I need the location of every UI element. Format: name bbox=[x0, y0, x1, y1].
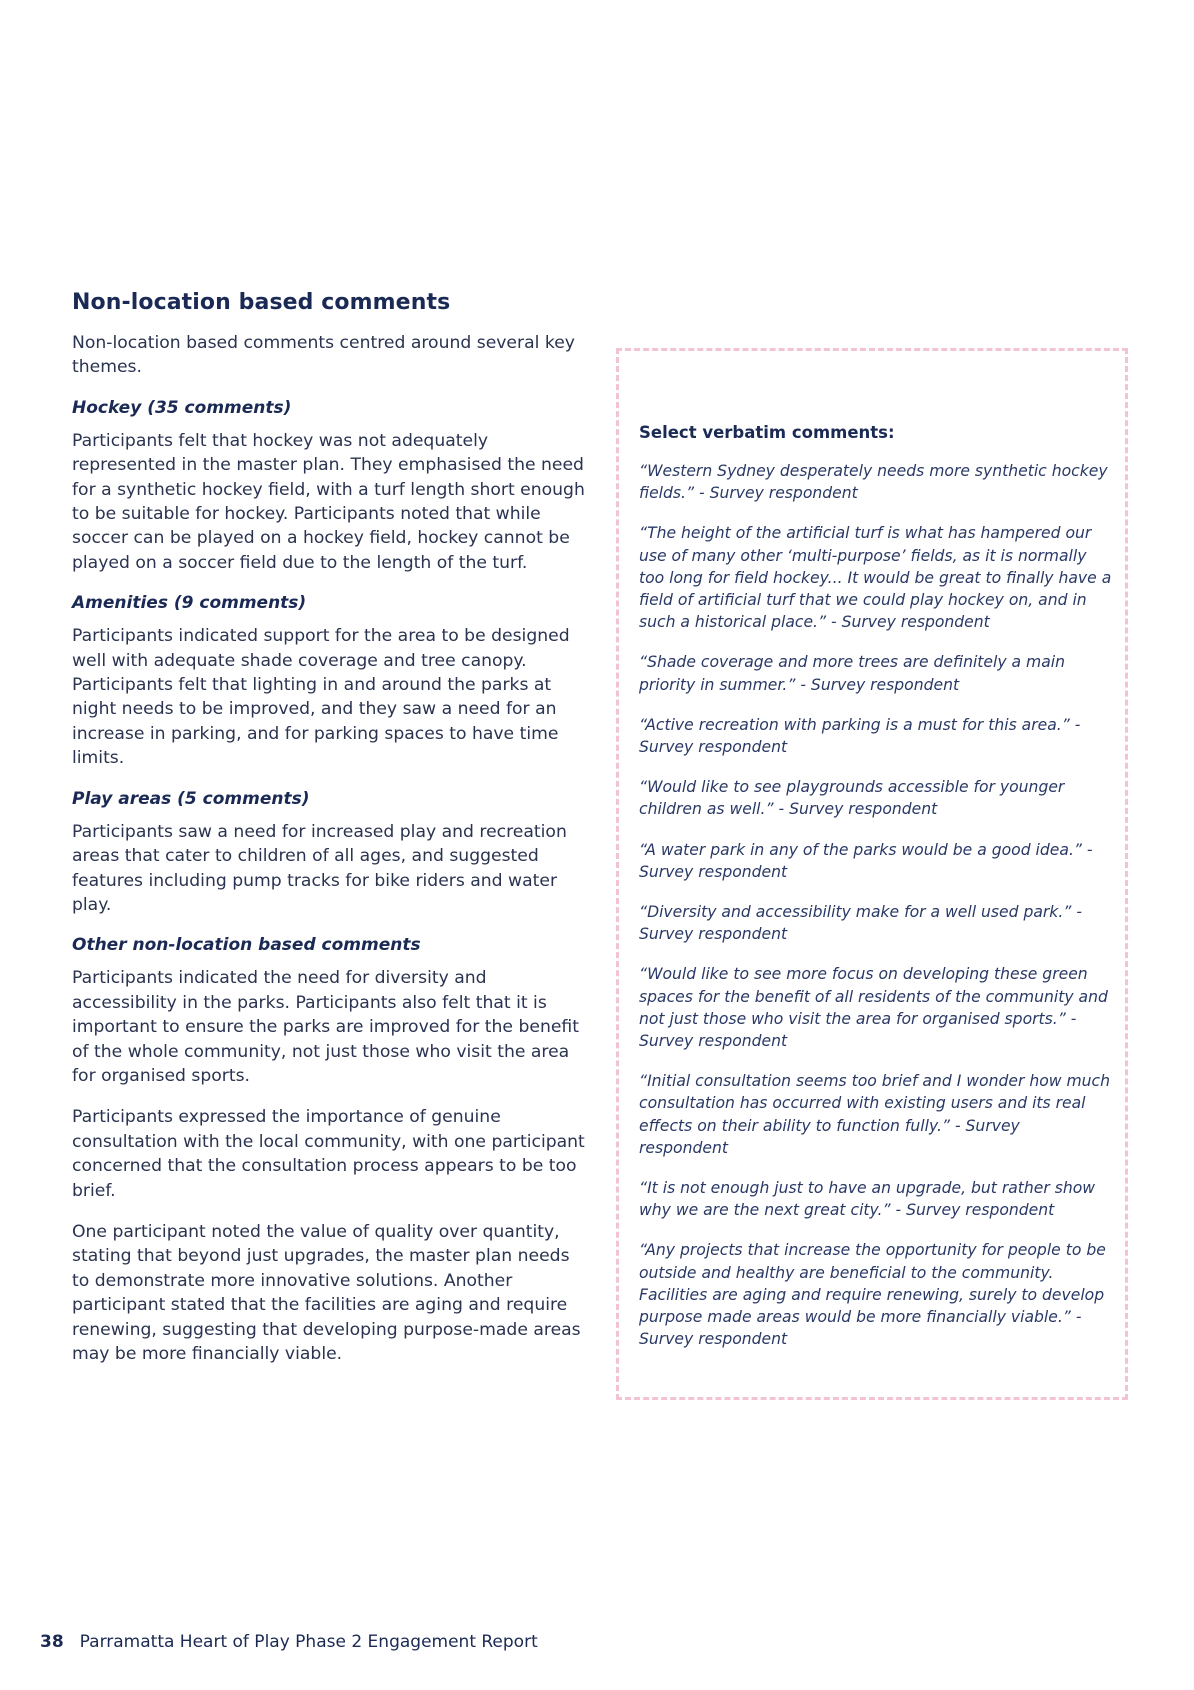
other-comments-paragraph-3: One participant noted the value of quality over quantity, stating that beyond just upgrades, the master plan needs to demonstrate more innovative solutions. Another participant stated that the facilities are aging and require renewing, suggesting that developing purpose-made areas may be more financially viable. bbox=[72, 1221, 581, 1364]
play-areas-section bbox=[72, 788, 592, 918]
amenities-paragraph: Participants indicated support for the area to be designed well with adequate shade coverage and tree canopy. Participants felt that lighting in and around the parks at night needs to be improved, and they saw a need for an increase in parking, and for parking spaces to have time limits. bbox=[72, 626, 570, 769]
hockey-heading: Hockey (35 comments) bbox=[72, 397, 292, 418]
quote-item: “Diversity and accessibility make for a well used park.” - Survey respondent bbox=[639, 903, 1082, 944]
hockey-paragraph: Participants felt that hockey was not adequately represented in the master plan. They emphasised the need for a synthetic hockey field, with a turf length short enough to be suitable for hockey. Participants noted that while soccer can be played on a hockey field, hockey cannot be played on a soccer field due to the length of the turf. bbox=[72, 430, 585, 573]
hockey-section bbox=[72, 397, 592, 575]
main-text-column bbox=[72, 290, 592, 1383]
quote-item: “Western Sydney desperately needs more synthetic hockey fields.” - Survey respondent bbox=[639, 462, 1108, 503]
page-number: 38 bbox=[40, 1632, 64, 1652]
other-comments-section bbox=[72, 934, 592, 1366]
intro-paragraph: Non-location based comments centred around several key themes. bbox=[72, 333, 575, 378]
quote-item: “The height of the artificial turf is what has hampered our use of many other ‘multi-purpose’ fields, as it is normally too long for field hockey... It would be great to finally have a field of artificial turf that we could play hockey on, and in such a historical place.” - Survey respondent bbox=[639, 524, 1112, 632]
quote-item: “It is not enough just to have an upgrade, but rather show why we are the next great city.” - Survey respondent bbox=[639, 1179, 1096, 1220]
other-comments-heading: Other non-location based comments bbox=[72, 935, 421, 956]
quote-item: “Active recreation with parking is a must for this area.” - Survey respondent bbox=[639, 715, 1081, 757]
amenities-heading: Amenities (9 comments) bbox=[72, 593, 307, 614]
quote-item: “Would like to see playgrounds accessible for younger children as well.” - Survey respondent bbox=[639, 778, 1065, 819]
other-comments-paragraph-1: Participants indicated the need for diversity and accessibility in the parks. Participants also felt that it is important to ensure the parks are improved for the benefit of the whole community, not just those who visit the area for organised sports. bbox=[72, 968, 579, 1086]
quote-item: “Initial consultation seems too brief and I wonder how much consultation has occurred with existing users and its real effects on their ability to function fully.” - Survey respondent bbox=[639, 1072, 1110, 1157]
other-comments-paragraph-2: Participants expressed the importance of genuine consultation with the local community, with one participant concerned that the consultation process appears to be too brief. bbox=[72, 1107, 585, 1201]
play-areas-heading: Play areas (5 comments) bbox=[72, 788, 310, 809]
quote-item: “Would like to see more focus on developing these green spaces for the benefit of all residents of the community and not just those who visit the area for organised sports.” - Survey respondent bbox=[639, 965, 1108, 1051]
play-areas-paragraph: Participants saw a need for increased play and recreation areas that cater to children of all ages, and suggested features including pump tracks for bike riders and water play. bbox=[72, 821, 567, 915]
page-footer bbox=[40, 1632, 538, 1652]
section-title: Non-location based comments bbox=[72, 290, 451, 315]
verbatim-comments-content bbox=[639, 423, 1113, 1369]
quote-item: “Shade coverage and more trees are definitely a main priority in summer.” - Survey respondent bbox=[639, 653, 1065, 694]
verbatim-comments-box bbox=[616, 348, 1128, 1400]
quote-item: “Any projects that increase the opportunity for people to be outside and healthy are beneficial to the community. Facilities are aging and require renewing, surely to develop purpose made areas would be more financially viable.” - Survey respondent bbox=[639, 1241, 1106, 1349]
quote-item: “A water park in any of the parks would be a good idea.” - Survey respondent bbox=[639, 840, 1093, 881]
report-title: Parramatta Heart of Play Phase 2 Engagement Report bbox=[79, 1632, 538, 1652]
amenities-section bbox=[72, 592, 592, 770]
verbatim-comments-heading: Select verbatim comments: bbox=[639, 423, 895, 442]
